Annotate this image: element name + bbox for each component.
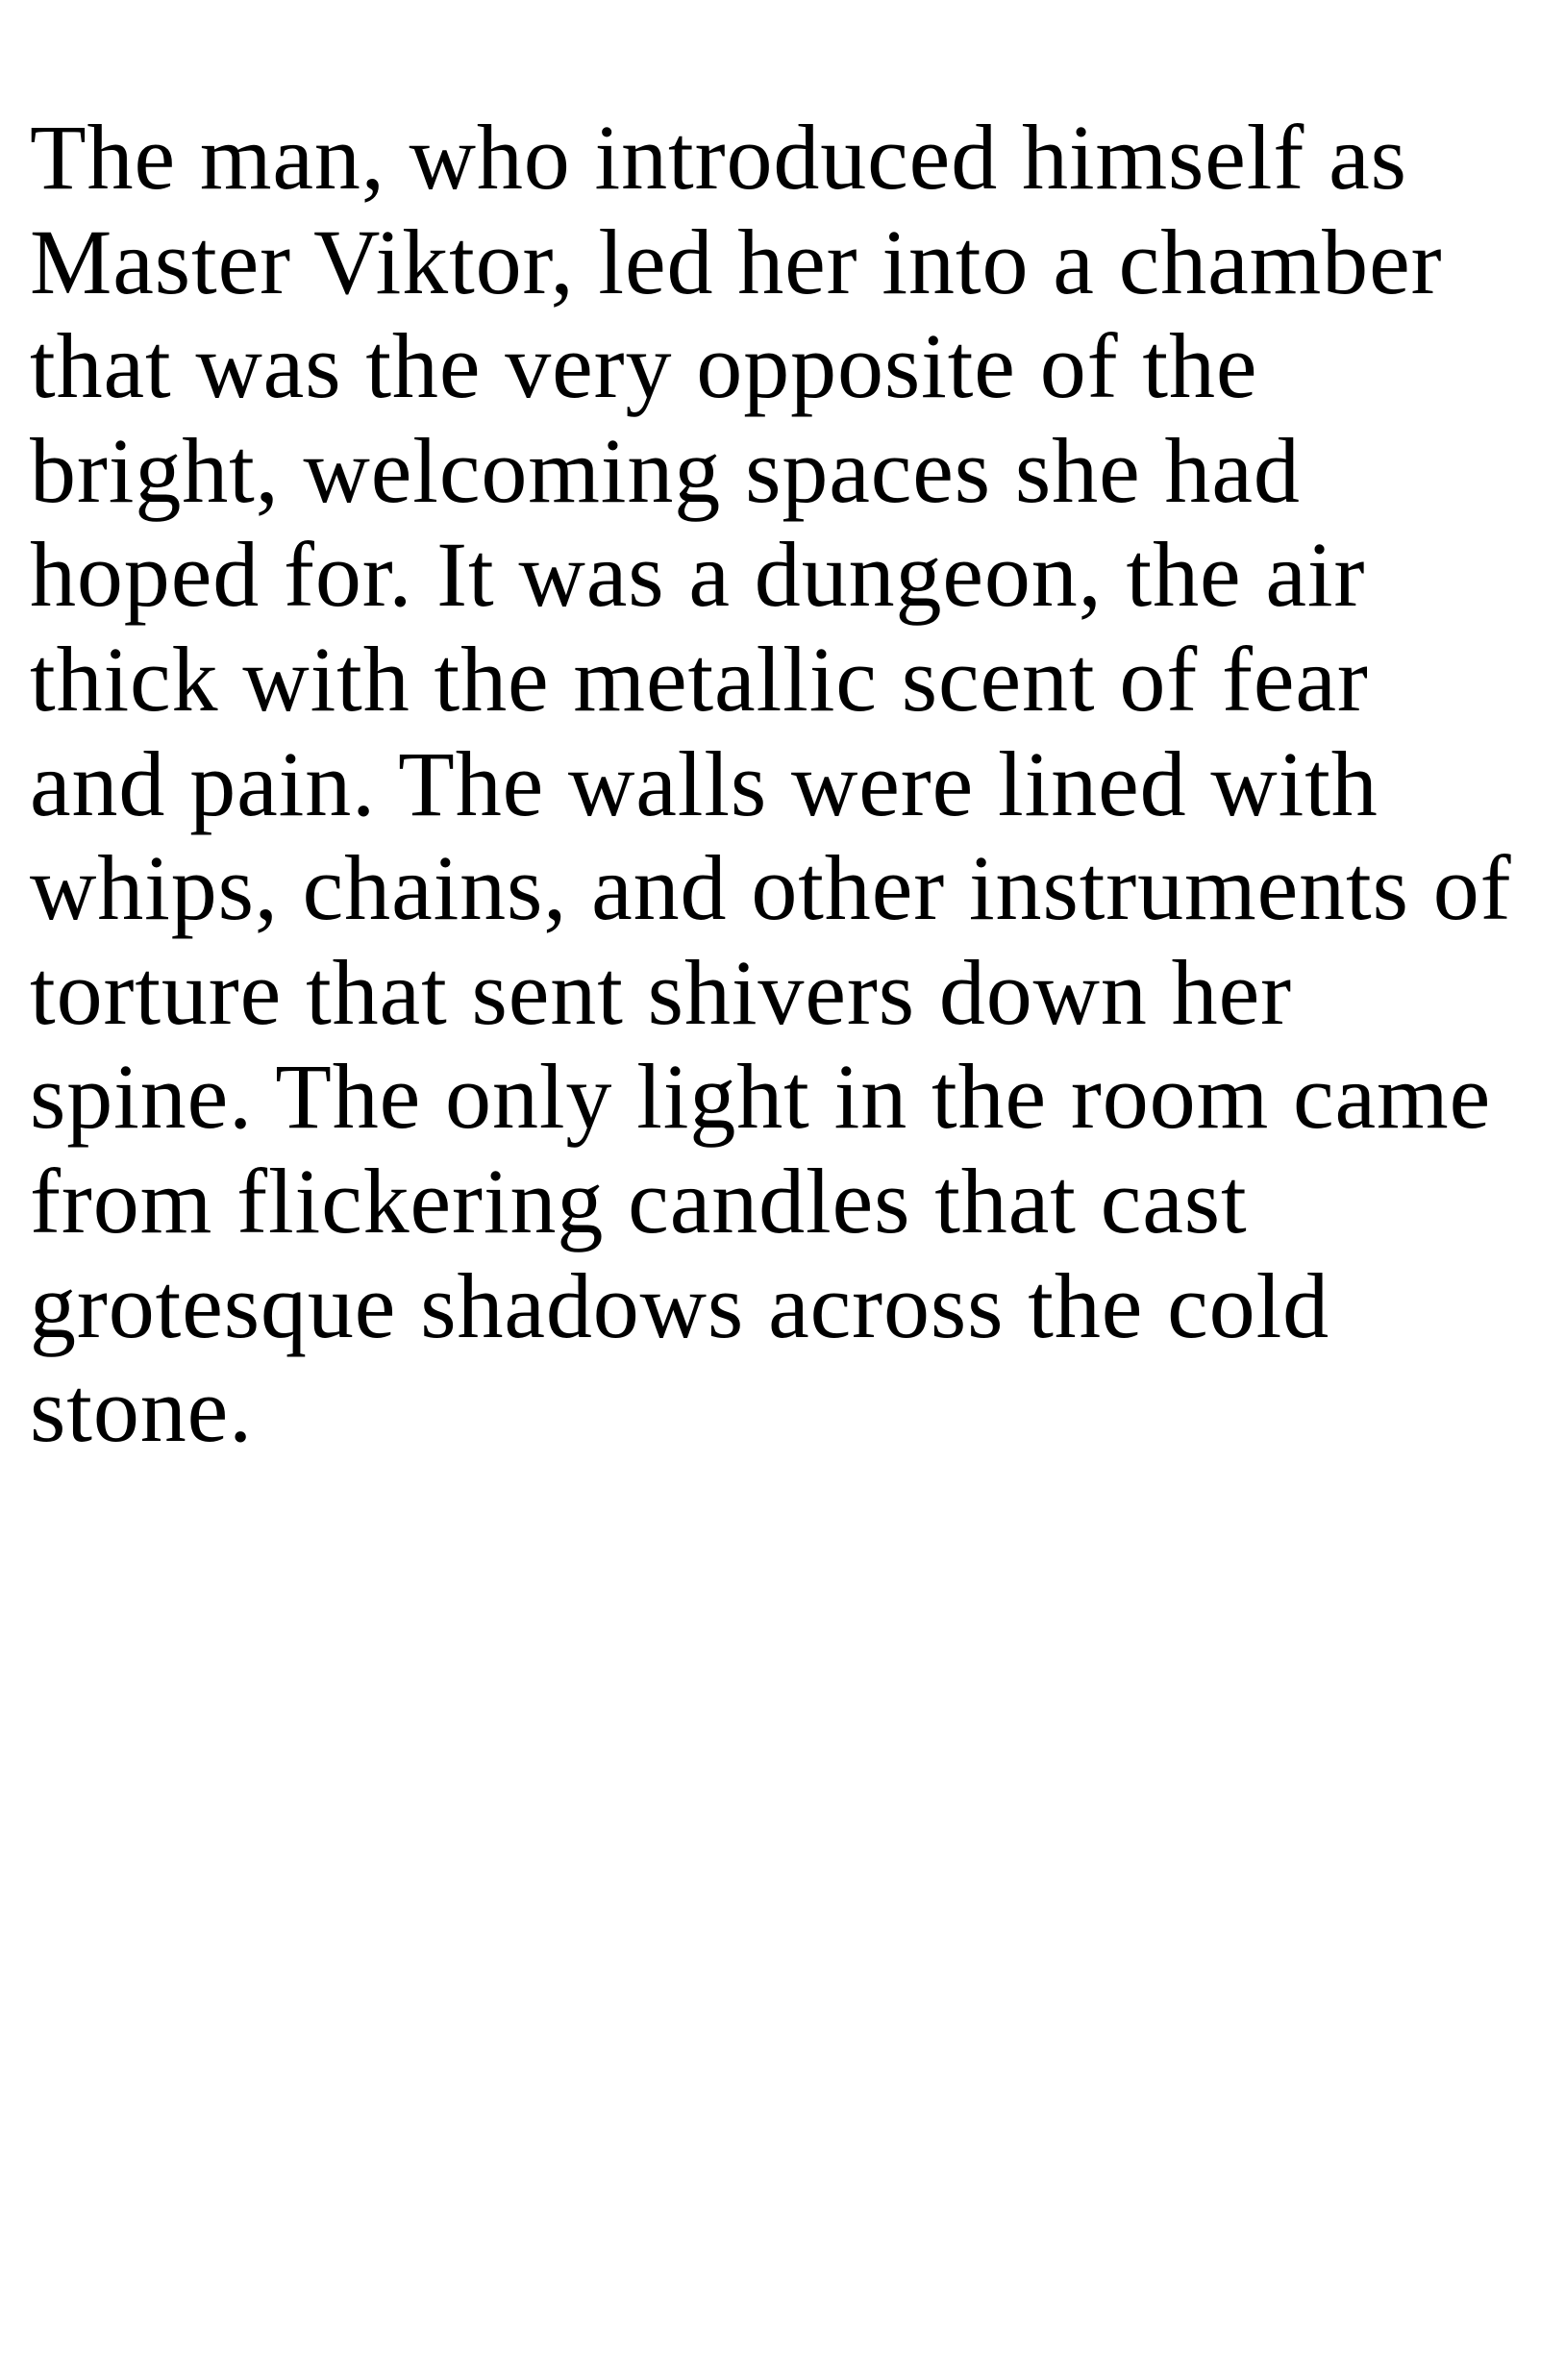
- text-line: grotesque shadows across the cold: [30, 1253, 1330, 1357]
- text-line: stone.: [30, 1358, 254, 1462]
- text-line: torture that sent shivers down her: [30, 940, 1292, 1044]
- text-line: The man, who introduced himself as: [30, 106, 1407, 209]
- text-line: Master Viktor, led her into a chamber: [30, 210, 1443, 313]
- text-line: from flickering candles that cast: [30, 1149, 1248, 1252]
- text-line: and pain. The walls were lined with: [30, 731, 1379, 835]
- text-line: that was the very opposite of the: [30, 314, 1258, 418]
- text-line: thick with the metallic scent of fear: [30, 627, 1369, 731]
- text-line: whips, chains, and other instruments of: [30, 836, 1512, 940]
- text-line: bright, welcoming spaces she had: [30, 418, 1301, 522]
- text-line: hoped for. It was a dungeon, the air: [30, 523, 1366, 627]
- text-line: spine. The only light in the room came: [30, 1045, 1492, 1149]
- text-paragraph: [30, 106, 1549, 1463]
